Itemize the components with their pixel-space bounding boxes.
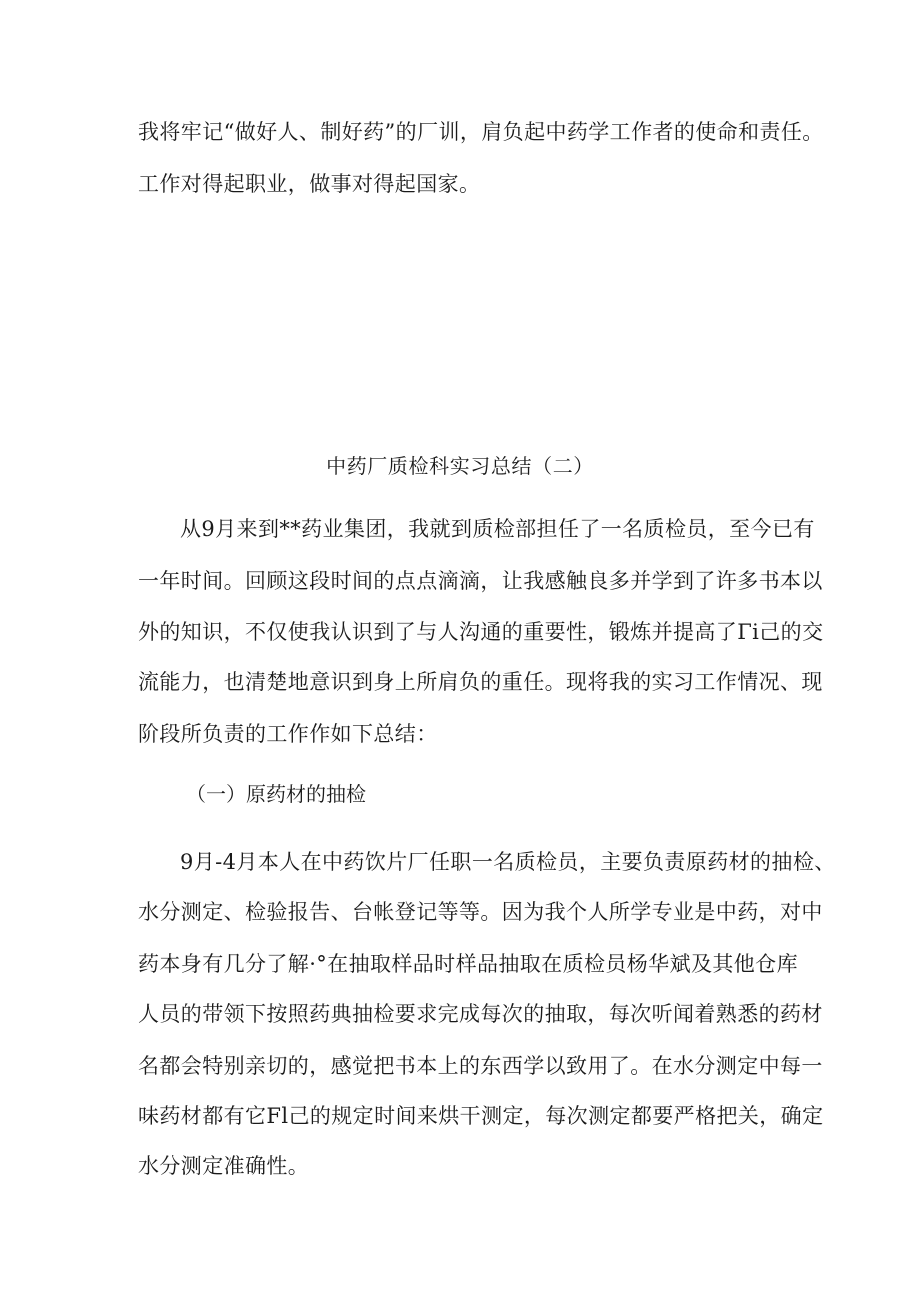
paragraph-1-line-4: 流能力，也清楚地意识到身上所肩负的重任。现将我的实习工作情况、现	[138, 670, 823, 694]
paragraph-2-line-6: 味药材都有它Fl己的规定时间来烘干测定，每次测定都要严格把关，确定	[138, 1104, 824, 1128]
paragraph-2-line-1: 9月-4月本人在中药饮片厂任职一名质检员，主要负责原药材的抽检、	[180, 850, 836, 874]
paragraph-2-line-5: 名都会特别亲切的，感觉把书本上的东西学以致用了。在水分测定中每一	[138, 1054, 823, 1078]
paragraph-1-line-1: 从9月来到**药业集团，我就到质检部担任了一名质检员，至今已有	[180, 517, 815, 541]
paragraph-2-line-7: 水分测定准确性。	[138, 1154, 310, 1178]
paragraph-2-line-2: 水分测定、检验报告、台帐登记等等。因为我个人所学专业是中药，对中	[138, 900, 823, 924]
section-title: 中药厂质检科实习总结（二）	[326, 454, 594, 478]
paragraph-1-line-2: 一年时间。回顾这段时间的点点滴滴，让我感触良多并学到了许多书本以	[138, 569, 823, 593]
intro-line-1: 我将牢记“做好人、制好药”的厂训，肩负起中药学工作者的使命和责任。	[138, 120, 824, 144]
intro-line-2: 工作对得起职业，做事对得起国家。	[138, 172, 481, 196]
paragraph-1-line-5: 阶段所负责的工作作如下总结：	[138, 722, 438, 746]
paragraph-1-line-3: 外的知识，不仅使我认识到了与人沟通的重要性，锻炼并提高了Γi己的交	[138, 620, 824, 644]
subheading-raw-material-sampling: （一）原药材的抽检	[186, 782, 366, 806]
paragraph-2-line-3: 药本身有几分了解·°在抽取样品时样品抽取在质检员杨华斌及其他仓库	[138, 952, 798, 976]
paragraph-2-line-4: 人员的带领下按照药典抽检要求完成每次的抽取，每次听闻着熟悉的药材	[138, 1002, 823, 1026]
